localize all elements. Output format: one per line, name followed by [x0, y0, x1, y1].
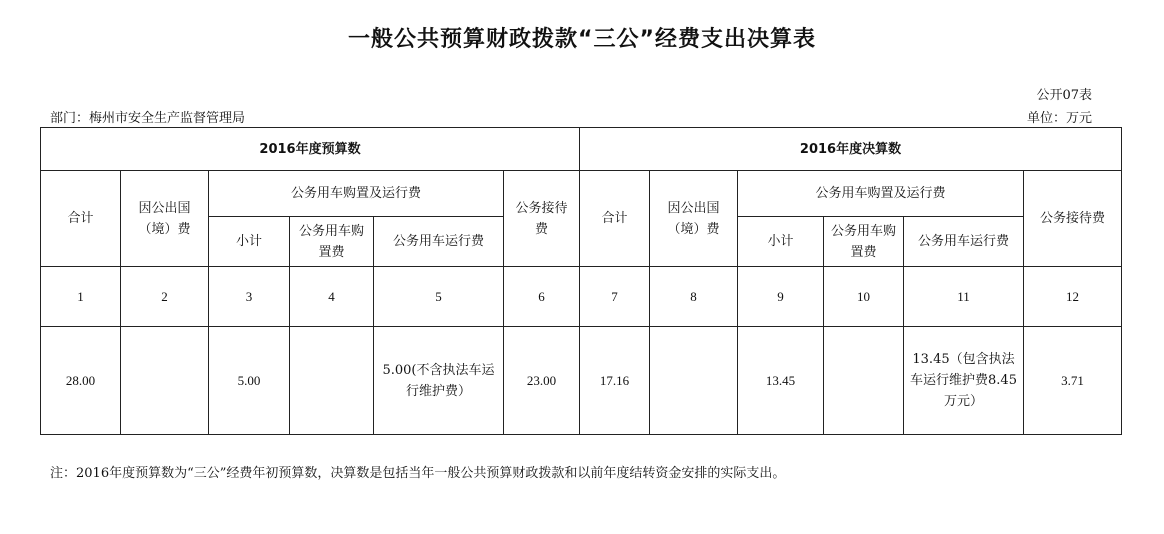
final-subtotal-header: 小计 [738, 217, 824, 267]
column-number: 6 [504, 267, 580, 327]
column-number: 8 [650, 267, 738, 327]
column-number: 1 [41, 267, 121, 327]
unit-label: 单位：万元 [1026, 111, 1092, 126]
final-subtotal-value: 13.45 [738, 327, 824, 435]
budget-abroad-value [121, 327, 209, 435]
budget-group-header: 2016年度预算数 [41, 128, 580, 171]
final-purchase-header: 公务用车购置费 [824, 217, 904, 267]
department-label: 部门：梅州市安全生产监督管理局 [50, 111, 246, 126]
budget-total-header: 合计 [41, 171, 121, 267]
budget-purchase-value [290, 327, 374, 435]
final-operation-value: 13.45（包含执法车运行维护费8.45万元） [904, 327, 1024, 435]
final-total-header: 合计 [580, 171, 650, 267]
budget-vehicle-group-header: 公务用车购置及运行费 [209, 171, 504, 217]
three-public-expenses-table [40, 127, 1122, 435]
page-title: 一般公共预算财政拨款“三公”经费支出决算表 [348, 27, 816, 52]
form-number: 公开07表 [1036, 88, 1092, 103]
final-reception-value: 3.71 [1024, 327, 1122, 435]
budget-operation-header: 公务用车运行费 [374, 217, 504, 267]
final-group-header: 2016年度决算数 [580, 128, 1122, 171]
budget-reception-value: 23.00 [504, 327, 580, 435]
budget-subtotal-value: 5.00 [209, 327, 290, 435]
budget-total-value: 28.00 [41, 327, 121, 435]
column-number: 11 [904, 267, 1024, 327]
final-abroad-value [650, 327, 738, 435]
column-number: 2 [121, 267, 209, 327]
budget-subtotal-header: 小计 [209, 217, 290, 267]
final-operation-header: 公务用车运行费 [904, 217, 1024, 267]
budget-operation-value: 5.00(不含执法车运行维护费） [374, 327, 504, 435]
final-purchase-value [824, 327, 904, 435]
budget-purchase-header: 公务用车购置费 [290, 217, 374, 267]
footnote: 注：2016年度预算数为“三公”经费年初预算数，决算数是包括当年一般公共预算财政拨款和以前年度结转资金安排的实际支出。 [50, 466, 786, 481]
column-number: 9 [738, 267, 824, 327]
column-number: 12 [1024, 267, 1122, 327]
final-vehicle-group-header: 公务用车购置及运行费 [738, 171, 1024, 217]
final-total-value: 17.16 [580, 327, 650, 435]
column-number: 3 [209, 267, 290, 327]
column-number: 10 [824, 267, 904, 327]
column-number: 5 [374, 267, 504, 327]
final-abroad-header: 因公出国（境）费 [650, 171, 738, 267]
column-number: 4 [290, 267, 374, 327]
column-number: 7 [580, 267, 650, 327]
budget-abroad-header: 因公出国（境）费 [121, 171, 209, 267]
budget-reception-header: 公务接待费 [504, 171, 580, 267]
final-reception-header: 公务接待费 [1024, 171, 1122, 267]
